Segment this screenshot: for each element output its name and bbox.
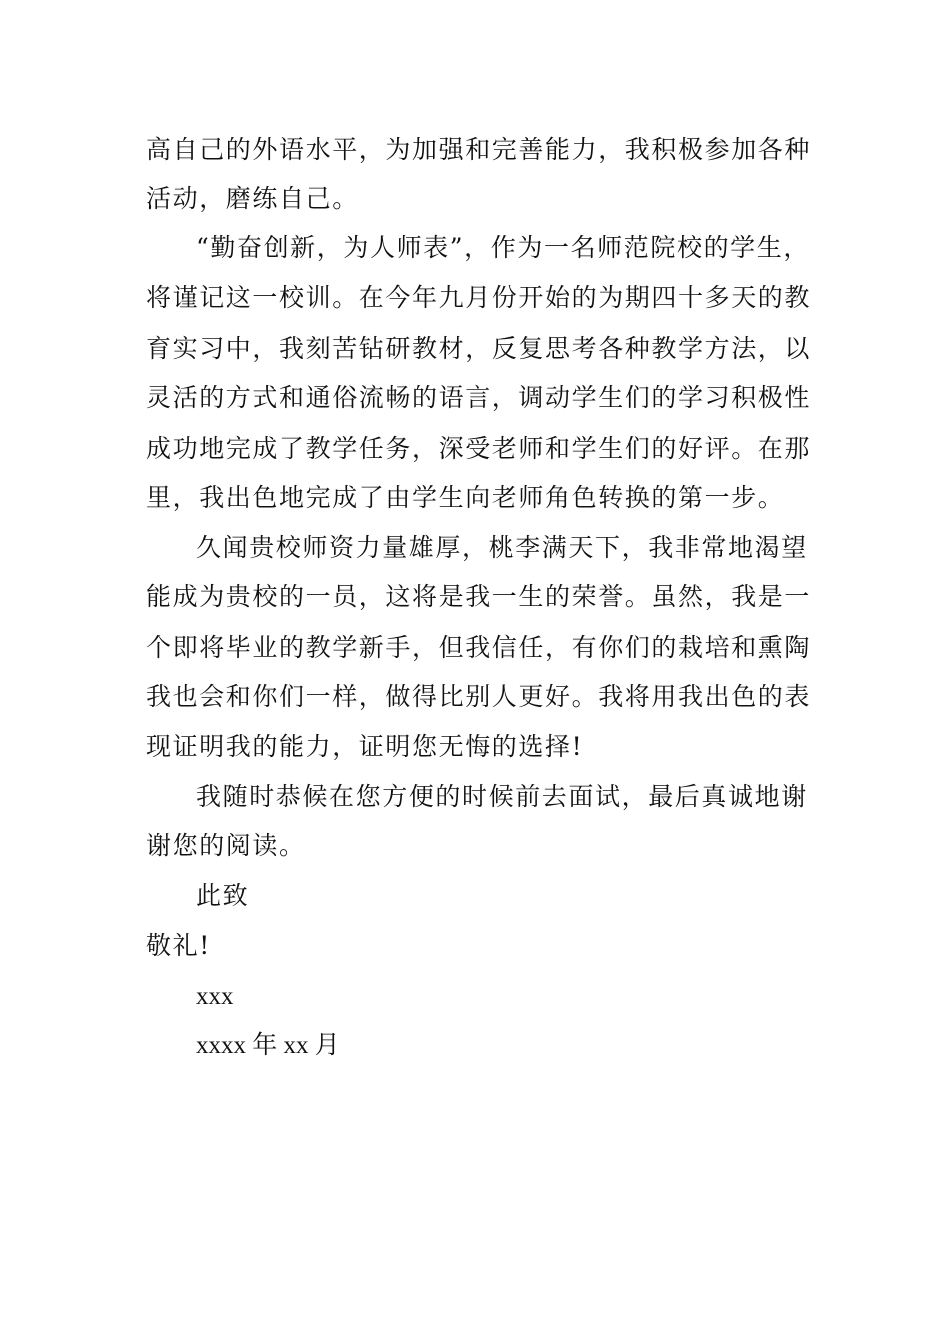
body-line-2: 活动，磨练自己。 (146, 184, 359, 213)
body-line-9: 久闻贵校师资力量雄厚，桃李满天下，我非常地渴望 (196, 533, 808, 562)
body-line-3: “勤奋创新，为人师表”，作为一名师范院校的学生， (196, 233, 810, 262)
body-line-5: 育实习中，我刻苦钻研教材，反复思考各种教学方法，以 (146, 334, 812, 363)
signature-date: xxxx 年 xx 月 (196, 1032, 340, 1059)
salutation-text: 敬礼! (146, 931, 211, 960)
signature-name: xxx (196, 983, 234, 1010)
body-line-1: 高自己的外语水平，为加强和完善能力，我积极参加各种 (146, 135, 812, 164)
body-line-6: 灵活的方式和通俗流畅的语言，调动学生们的学习积极性 (146, 383, 812, 412)
body-line-11: 个即将毕业的教学新手，但我信任，有你们的栽培和熏陶 (146, 633, 812, 662)
closing-text: 此致 (196, 881, 250, 910)
body-line-15: 谢您的阅读。 (146, 831, 306, 860)
body-line-4: 将谨记这一校训。在今年九月份开始的为期四十多天的教 (146, 283, 812, 312)
body-line-7: 成功地完成了教学任务，深受老师和学生们的好评。在那 (146, 434, 812, 463)
body-line-10: 能成为贵校的一员，这将是我一生的荣誉。虽然，我是一 (146, 582, 812, 611)
body-line-12: 我也会和你们一样，做得比别人更好。我将用我出色的表 (146, 682, 812, 711)
body-line-8: 里，我出色地完成了由学生向老师角色转换的第一步。 (146, 483, 785, 512)
body-line-13: 现证明我的能力，证明您无悔的选择! (146, 732, 584, 761)
body-line-14: 我随时恭候在您方便的时候前去面试，最后真诚地谢 (196, 782, 808, 811)
